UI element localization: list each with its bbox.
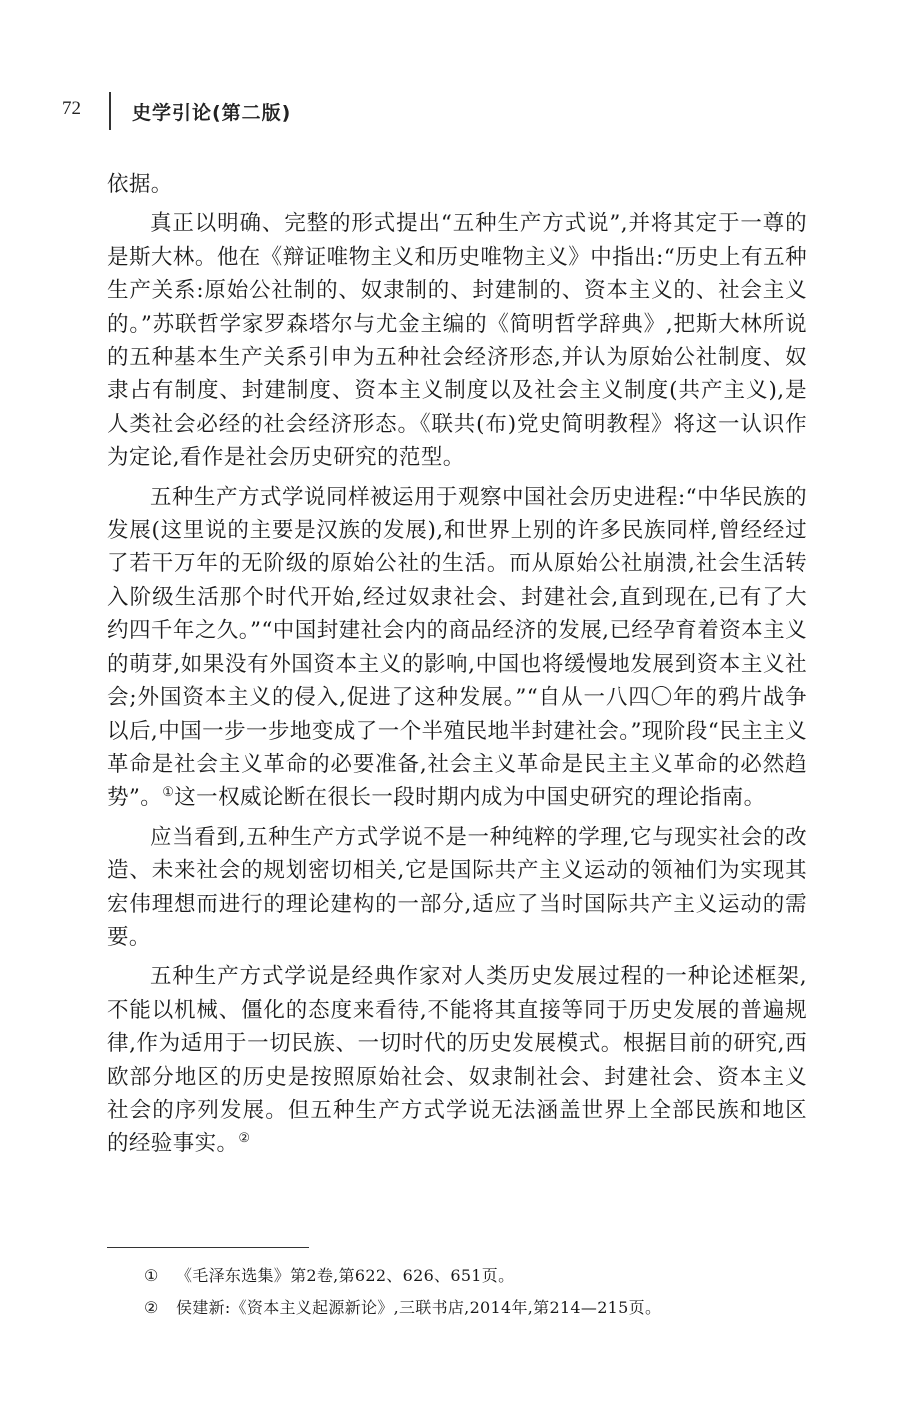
paragraph-4: [107, 821, 807, 955]
paragraph-4-text: 应当看到,五种生产方式学说不是一种纯粹的学理,它与现实社会的改造、未来社会的规划密切相关,它是国际共产主义运动的领袖们为实现其宏伟理想而进行的理论建构的一部分,适应了当时国际共产主义运动的需要。: [107, 824, 807, 950]
running-title: 史学引论(第二版): [132, 102, 292, 124]
paragraph-3: [107, 481, 807, 815]
footnote-1: [144, 1260, 804, 1292]
footnotes: [144, 1260, 804, 1324]
footnote-1-mark: ①: [144, 1266, 159, 1285]
paragraph-5: [107, 960, 807, 1160]
footnote-ref-1[interactable]: ①: [162, 785, 175, 801]
page-number: 72: [62, 98, 81, 119]
footnote-1-text: 《毛泽东选集》第2卷,第622、626、651页。: [176, 1266, 515, 1285]
paragraph-2: [107, 207, 807, 474]
footnote-2-text: 侯建新:《资本主义起源新论》,三联书店,2014年,第214—215页。: [176, 1298, 662, 1317]
footnote-ref-2[interactable]: ②: [238, 1131, 251, 1147]
paragraph-1-text: 依据。: [107, 172, 173, 197]
paragraph-5-text: 五种生产方式学说是经典作家对人类历史发展过程的一种论述框架,不能以机械、僵化的态度来看待,不能将其直接等同于历史发展的普遍规律,作为适用于一切民族、一切时代的历史发展模式。根据目前的研究,西欧部分地区的历史是按照原始社会、奴隶制社会、封建社会、资本主义社会的序列发展。但五种生产方式学说无法涵盖世界上全部民族和地区的经验事实。: [107, 964, 807, 1157]
footnote-2-mark: ②: [144, 1298, 159, 1317]
paragraph-1: [107, 168, 807, 201]
footnote-separator: [107, 1247, 309, 1248]
paragraph-2-text: 真正以明确、完整的形式提出“五种生产方式说”,并将其定于一尊的是斯大林。他在《辩证唯物主义和历史唯物主义》中指出:“历史上有五种生产关系:原始公社制的、奴隶制的、封建制的、资本主义的、社会主义的。”苏联哲学家罗森塔尔与尤金主编的《简明哲学辞典》,把斯大林所说的五种基本生产关系引申为五种社会经济形态,并认为原始公社制度、奴隶占有制度、封建制度、资本主义制度以及社会主义制度(共产主义),是人类社会必经的社会经济形态。《联共(布)党史简明教程》将这一认识作为定论,看作是社会历史研究的范型。: [107, 211, 807, 471]
paragraph-3-text: 五种生产方式学说同样被运用于观察中国社会历史进程:“中华民族的发展(这里说的主要是汉族的发展),和世界上别的许多民族同样,曾经经过了若干万年的无阶级的原始公社的生活。而从原始公社崩溃,社会生活转入阶级生活那个时代开始,经过奴隶社会、封建社会,直到现在,已有了大约四千年之久。”“中国封建社会内的商品经济的发展,已经孕育着资本主义的萌芽,如果没有外国资本主义的影响,中国也将缓慢地发展到资本主义社会;外国资本主义的侵入,促进了这种发展。”“自从一八四〇年的鸦片战争以后,中国一步一步地变成了一个半殖民地半封建社会。”现阶段“民主主义革命是社会主义革命的必要准备,社会主义革命是民主主义革命的必然趋势”。: [107, 484, 807, 811]
paragraph-3-text-after: 这一权威论断在很长一段时期内成为中国史研究的理论指南。: [174, 785, 766, 811]
header-divider: [109, 92, 111, 130]
running-header: [62, 92, 822, 132]
body-text: [107, 168, 807, 1167]
footnote-2: [144, 1292, 804, 1324]
